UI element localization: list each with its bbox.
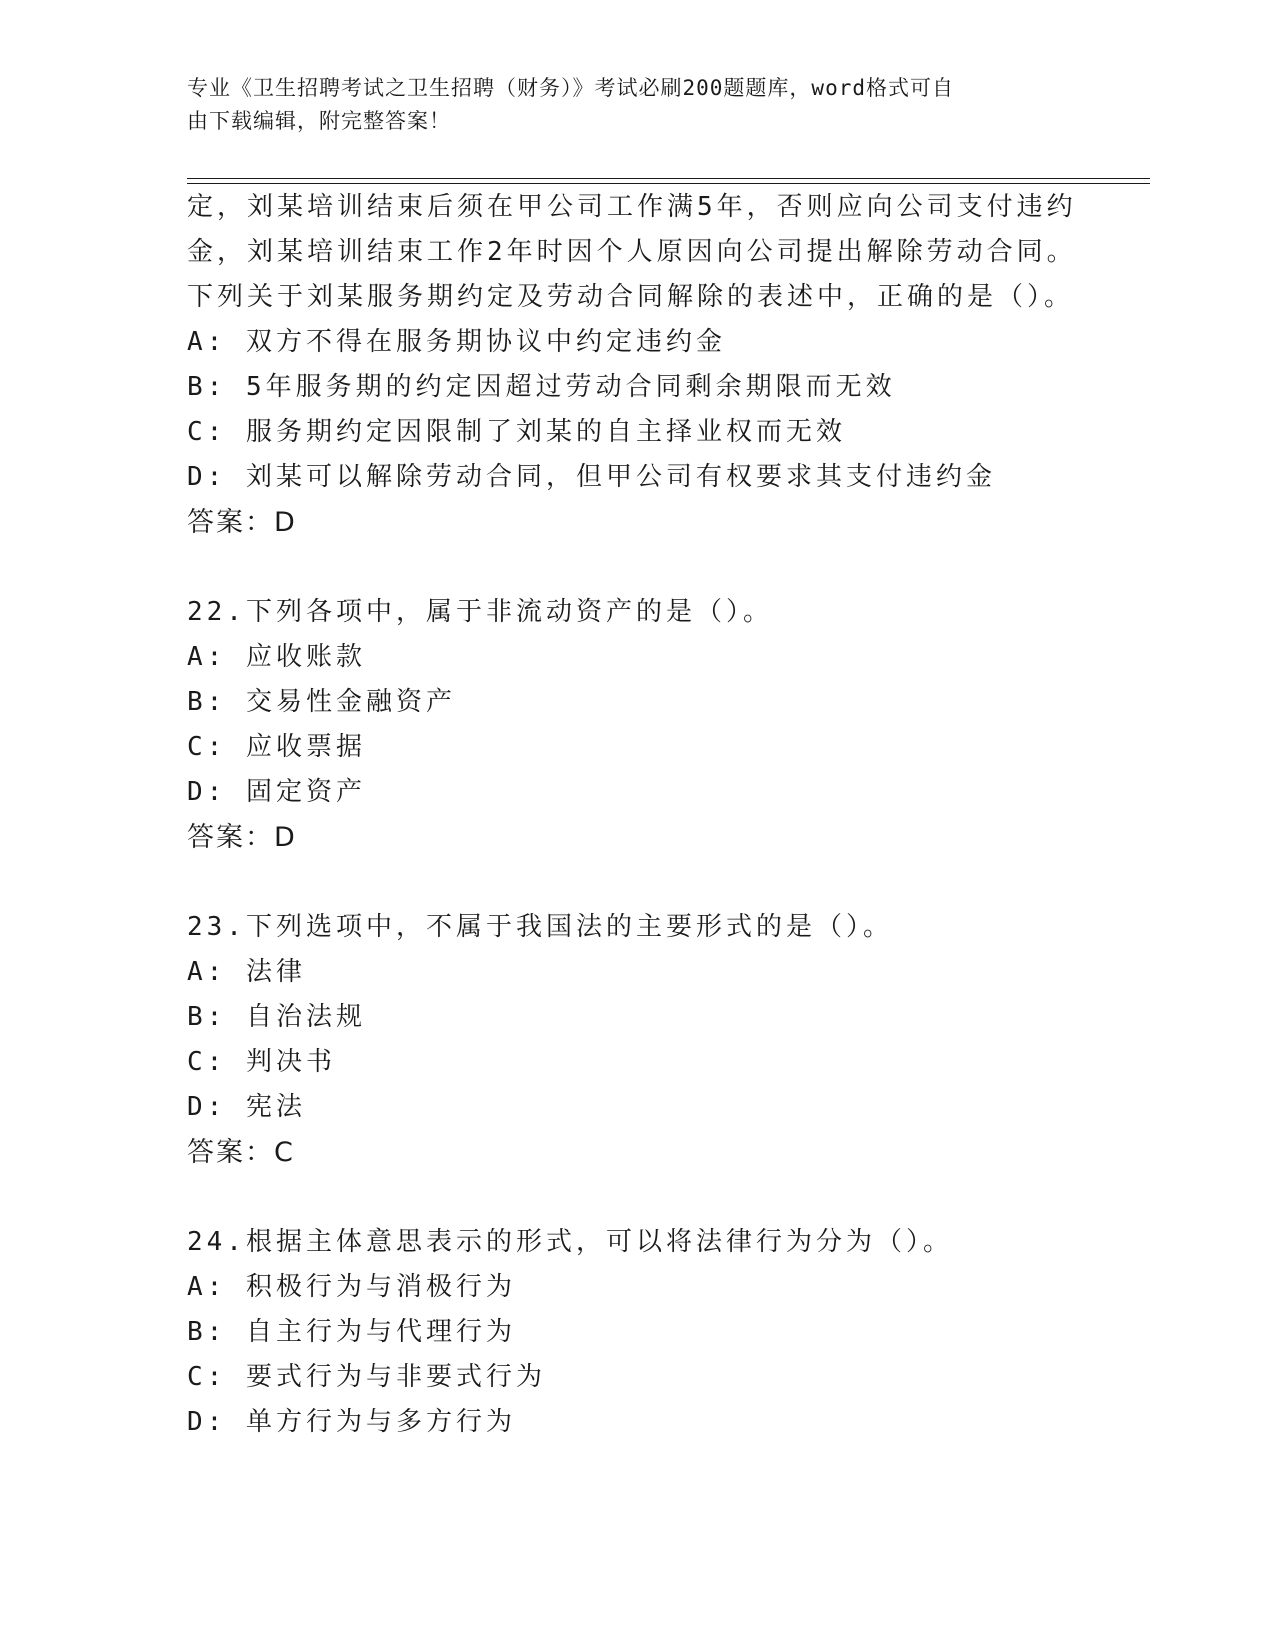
option-b: B: 自治法规: [187, 1002, 366, 1032]
question-text-line: 定，刘某培训结束后须在甲公司工作满5年，否则应向公司支付违约: [187, 192, 1077, 222]
question-text-line: 金，刘某培训结束工作2年时因个人原因向公司提出解除劳动合同。: [187, 237, 1077, 267]
option-d: D: 单方行为与多方行为: [187, 1407, 516, 1437]
option-b: B: 交易性金融资产: [187, 687, 456, 717]
question-text-line: 下列关于刘某服务期约定及劳动合同解除的表述中，正确的是（）。: [187, 282, 1075, 312]
option-b: B: 5年服务期的约定因超过劳动合同剩余期限而无效: [187, 372, 896, 402]
option-d: D: 固定资产: [187, 777, 366, 807]
question-23: [187, 905, 1107, 1176]
document-body: [187, 185, 1107, 1445]
option-c: C: 应收票据: [187, 732, 366, 762]
option-c: C: 要式行为与非要式行为: [187, 1362, 546, 1392]
answer-line: 答案：D: [187, 507, 297, 538]
question-stem: 24.根据主体意思表示的形式，可以将法律行为分为（）。: [187, 1227, 953, 1257]
option-a: A: 双方不得在服务期协议中约定违约金: [187, 327, 726, 357]
question-21-continuation: [187, 185, 1107, 546]
option-d: D: 刘某可以解除劳动合同，但甲公司有权要求其支付违约金: [187, 462, 996, 492]
option-b: B: 自主行为与代理行为: [187, 1317, 516, 1347]
header-line-2: 由下载编辑，附完整答案！: [187, 109, 451, 133]
option-d: D: 宪法: [187, 1092, 306, 1122]
option-a: A: 法律: [187, 957, 306, 987]
header-line-1: 专业《卫生招聘考试之卫生招聘（财务）》考试必刷200题题库，word格式可自: [187, 76, 954, 100]
header-rule-top: [187, 178, 1150, 179]
question-22: [187, 590, 1107, 861]
header-rule-bottom: [187, 183, 1150, 184]
option-a: A: 积极行为与消极行为: [187, 1272, 516, 1302]
answer-line: 答案：C: [187, 1137, 295, 1168]
option-c: C: 服务期约定因限制了刘某的自主择业权而无效: [187, 417, 846, 447]
answer-line: 答案：D: [187, 822, 297, 853]
question-stem: 23.下列选项中，不属于我国法的主要形式的是（）。: [187, 912, 893, 942]
option-a: A: 应收账款: [187, 642, 366, 672]
option-c: C: 判决书: [187, 1047, 336, 1077]
document-header: [187, 72, 1077, 138]
question-stem: 22.下列各项中，属于非流动资产的是（）。: [187, 597, 773, 627]
question-24: [187, 1220, 1107, 1445]
